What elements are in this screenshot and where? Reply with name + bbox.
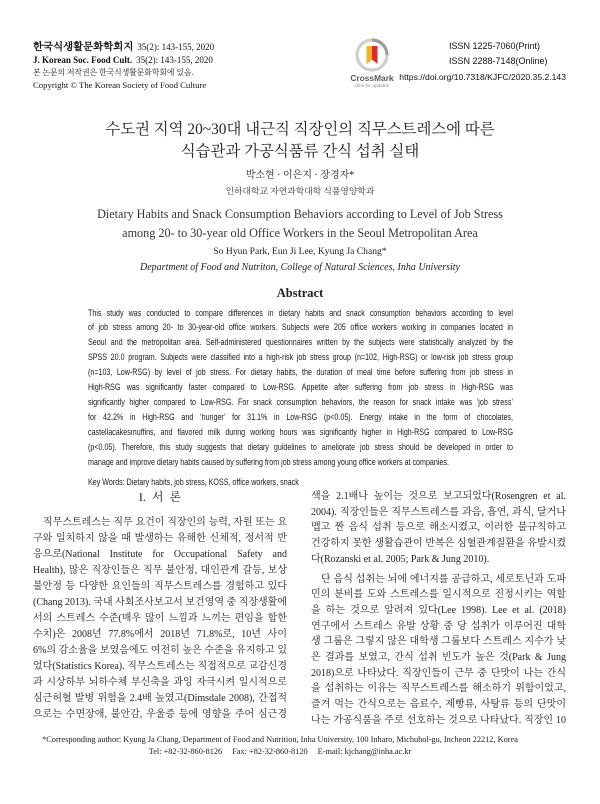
body-column-left	[33, 515, 287, 723]
intro-right-line-text: 단 음식 섭취는 뇌에 에너지를 공급하고, 세로토닌과 도파	[321, 573, 566, 585]
intro-left-line-text: 심근허혈 발병 위험을 2.4배 높였고(Dimsdale 2008), 간접적	[33, 693, 287, 704]
title-kr	[0, 119, 600, 163]
journal-header	[33, 40, 214, 92]
abstract-line-text: (n=103, Low-RSG) by level of job stress. For dietary habits, the duration of meal time before suffering from job stress in	[88, 366, 513, 378]
intro-right-line	[311, 587, 566, 603]
intro-right-line-text: 다(Rozanski et al. 2005; Park & Jung 2010).	[311, 553, 490, 565]
intro-left-line	[33, 563, 287, 579]
title-kr-line	[0, 141, 600, 163]
intro-right-line-text: 연구에서 스트레스 유발 상황 중 당 섭취가 이루어진 대학	[311, 620, 566, 632]
intro-right-line	[311, 650, 566, 666]
journal-en-line	[33, 53, 214, 66]
contact-fax: Fax: +82-32-860-8120	[232, 747, 308, 756]
keywords-list: Dietary habits, job stress, KOSS, office workers, snack	[126, 475, 299, 487]
title-en-line-text: Dietary Habits and Snack Consumption Behaviors according to Level of Job Stress	[97, 206, 503, 221]
corresponding-author	[33, 734, 527, 746]
intro-right-line	[311, 489, 566, 505]
intro-left-line	[33, 611, 287, 627]
abstract-line-text: significantly higher compared to Low-RSG. For snack consumption behaviors, the reason for snack intake was ‘job stress’	[88, 395, 513, 407]
journal-name-en: J. Korean Soc. Food Cult.	[33, 55, 133, 66]
title-en-line	[60, 224, 540, 243]
intro-right-line	[311, 505, 566, 521]
intro-left-line-text: Health), 많은 직장인들은 직무 불안정, 대인관계 갈등, 보상	[33, 565, 287, 576]
intro-left-line-text: 6%의 감소율을 보였음에도 여전히 높은 수준을 유지하고 있	[33, 645, 287, 656]
intro-right-line-text: 맵고 짠 음식 섭취 등으로 해소시켰고, 이러한 불규칙하고	[311, 522, 566, 534]
intro-left-line-text: 수치)은 2008년 77.8%에서 2018년 71.8%로, 10년 사이	[33, 629, 287, 640]
abstract-line-text: for 42.2% in High-RSG and ‘hunger’ for 31.1% in Low-RSG (p<0.05). Energy intake in the form of chocolates,	[88, 410, 513, 422]
affiliation-en: Department of Food and Nutriton, College of Natural Sciences, Inha University	[140, 262, 460, 273]
abstract-line	[88, 335, 513, 350]
intro-left-line-text: 과 시상하부 뇌하수체 부신축을 과잉 자극시켜 일시적으로	[33, 677, 287, 688]
intro-right-line	[311, 603, 566, 619]
journal-name-kr: 한국식생활문화학회지	[33, 41, 134, 53]
abstract-body	[88, 306, 513, 490]
intro-left-line	[33, 691, 287, 707]
contact-tel: Tel: +82-32-860-8126	[148, 747, 223, 756]
intro-right-line	[311, 697, 566, 713]
journal-kr-line	[33, 40, 214, 53]
intro-right-line-text: 을 하는 것으로 알려져 있다(Lee 1998). Lee et al. (2018)	[311, 604, 566, 616]
abstract-line	[88, 306, 513, 321]
intro-left-line	[33, 707, 287, 723]
abstract-line-text: Seoul and the metropolitan area. Self-administered questionnaires written by the subjects were statistically analyzed by the	[88, 336, 513, 348]
section-heading-introduction: I. 서 론	[138, 490, 182, 504]
contact-email: E-mail: kjchang@inha.ac.kr	[317, 747, 412, 756]
intro-right-line	[311, 520, 566, 536]
abstract-heading: Abstract	[276, 286, 324, 300]
crossmark-badge[interactable]	[344, 37, 400, 93]
title-kr-line-text: 식습관과 가공식품류 간식 섭취 실태	[180, 143, 420, 160]
intro-right-line-text: 색을 2.1배나 높이는 것으로 보고되었다(Rosengren et al.	[311, 491, 566, 502]
abstract-line-text: High-RSG was significantly faster compared to Low-RSG. Appetite after suffering from job stress in High-RSG was	[88, 381, 513, 393]
intro-right-line	[311, 713, 566, 729]
authors-kr: 박소현 · 이은지 · 장경자*	[245, 170, 355, 181]
crossmark-logo-icon	[354, 37, 390, 73]
intro-left-line	[33, 515, 287, 531]
intro-right-line-text: 을 섭취하는 이유는 직무스트레스를 해소하기 위함이었고,	[311, 683, 566, 695]
intro-left-line	[33, 531, 287, 547]
contact-line	[33, 746, 527, 758]
title-kr-line	[0, 119, 600, 141]
issn-block	[449, 39, 548, 69]
journal-issue-kr: 35(2): 143-155, 2020	[137, 42, 215, 52]
intro-paragraph	[311, 489, 566, 568]
abstract-line-text: of job stress among 20- to 30-year-old office workers. Subjects were 205 office workers working in companies located in	[88, 321, 513, 333]
copyright-kr: 본 논문의 저작권은 한국식생활문화학회에 있음.	[33, 67, 194, 77]
crossmark-sublabel: click for updates	[354, 84, 390, 89]
crossmark-label: CrossMark	[350, 73, 394, 83]
abstract-line-text: This study was conducted to compare differences in dietary habits and snack consumption behaviors according to level	[88, 306, 513, 318]
intro-right-line	[311, 572, 566, 588]
abstract-line	[88, 365, 513, 380]
abstract-line	[88, 380, 513, 395]
intro-right-line-text: 생 그룹은 그렇지 않은 대학생 그룹보다 스트레스 지수가 낮	[311, 636, 566, 648]
intro-left-line	[33, 659, 287, 675]
intro-right-line-text: 2004). 직장인들은 직무스트레스를 과음, 흡연, 과식, 달거나	[311, 506, 566, 518]
intro-right-line	[311, 536, 566, 552]
intro-left-line-text: 으로는 수면장애, 불안감, 우울증 등에 영향을 주어 심근경	[33, 709, 287, 720]
abstract-line-text: (p<0.05). Therefore, this study suggests that dietary guidelines to ameliorate job stress should be developed in order to	[88, 440, 513, 452]
intro-paragraph	[311, 572, 566, 729]
issn-print: ISSN 1225-7060(Print)	[449, 40, 541, 51]
intro-left-line-text: 서의 스트레스 수준(매우 많이 느낌과 느끼는 편임을 합한	[33, 613, 287, 624]
intro-right-line-text: 민의 분비를 도와 스트레스를 일시적으로 진정시키는 역할	[311, 589, 566, 601]
affiliation-kr: 인하대학교 자연과학대학 식품영양학과	[225, 185, 375, 196]
corresponding-author-text: *Corresponding author: Kyung Ja Chang, Department of Food and Nutrition, Inha University, 100 Inharo, Michuhol-gu, Incheon 22212, Korea	[42, 735, 518, 744]
intro-left-line	[33, 547, 287, 563]
abstract-line-text: castellacakesmuffins, and flavored milk during working hours was significantly higher in High-RSG compared to Low-RSG	[88, 425, 513, 437]
intro-right-line	[311, 552, 566, 568]
intro-left-line	[33, 595, 287, 611]
intro-right-line	[311, 666, 566, 682]
authors-en: So Hyun Park, Eun Ji Lee, Kyung Ja Chang*	[213, 246, 387, 257]
intro-right-line	[311, 681, 566, 697]
body-column-right	[311, 489, 566, 729]
abstract-line	[88, 320, 513, 335]
title-kr-line-text: 수도권 지역 20~30대 내근직 직장인의 직무스트레스에 따른	[105, 121, 495, 138]
title-en	[60, 205, 540, 243]
intro-right-line	[311, 619, 566, 635]
abstract-line	[88, 455, 513, 470]
title-en-line	[60, 205, 540, 224]
intro-right-line-text: 나는 가공식품을 주로 선호하는 것으로 나타났다. 직장인 10	[311, 714, 566, 726]
journal-issue-en: 35(2): 143-155, 2020	[136, 55, 213, 66]
keywords	[88, 475, 513, 490]
intro-left-line	[33, 579, 287, 595]
intro-left-line-text: (Chang 2013). 국내 사회조사보고서 보건영역 중 직장생활에	[33, 597, 287, 608]
intro-right-line	[311, 634, 566, 650]
intro-left-line-text: 응으로(National Institute for Occupational Safety and	[33, 549, 287, 560]
abstract-line	[88, 410, 513, 425]
abstract-line	[88, 395, 513, 410]
abstract-line-text: manage and improve dietary habits caused by suffering from job stress among young office workers at companies.	[88, 455, 449, 467]
issn-online: ISSN 2288-7148(Online)	[449, 55, 548, 66]
intro-left-line	[33, 627, 287, 643]
abstract-line-text: SPSS 20.0 program. Subjects were classified into a high-risk job stress group (n=102, High-RSG) or low-risk job stress group	[88, 351, 513, 363]
copyright-en: Copyright © The Korean Society of Food Culture	[33, 80, 207, 91]
intro-right-line-text: 2018)으로 나타났다. 직장인들이 근무 중 단맛이 나는 간식	[311, 667, 566, 679]
intro-right-line-text: 즐겨 먹는 간식으로는 음료수, 제빵류, 사탕류 등의 단맛이	[311, 699, 566, 711]
keywords-label: Key Words:	[88, 475, 125, 487]
intro-right-line-text: 은 결과를 보였고, 간식 섭취 빈도가 높은 것(Park & Jung	[311, 652, 566, 664]
intro-left-line	[33, 643, 287, 659]
intro-left-line	[33, 675, 287, 691]
intro-right-line-text: 건강하지 못한 생활습관이 반복은 심혈관계질환을 유발시켰	[311, 538, 566, 550]
abstract-line	[88, 425, 513, 440]
abstract-line	[88, 350, 513, 365]
intro-left-line-text: 구와 일치하지 않을 때 발생하는 유해한 신체적, 정서적 반	[33, 533, 287, 544]
intro-left-line-text: 직무스트레스는 직무 요건이 직장인의 능력, 자원 또는 요	[43, 517, 287, 528]
doi-link[interactable]: https://doi.org/10.7318/KJFC/2020.35.2.143	[399, 72, 566, 82]
intro-left-line-text: 불안정 등 다양한 요인들의 직무스트레스를 경험하고 있다	[33, 581, 287, 592]
intro-left-line-text: 었다(Statistics Korea). 직무스트레스는 직접적으로 교감신경	[33, 661, 287, 672]
footnote	[33, 734, 527, 758]
abstract-line	[88, 440, 513, 455]
title-en-line-text: among 20- to 30-year old Office Workers in the Seoul Metropolitan Area	[122, 225, 478, 240]
